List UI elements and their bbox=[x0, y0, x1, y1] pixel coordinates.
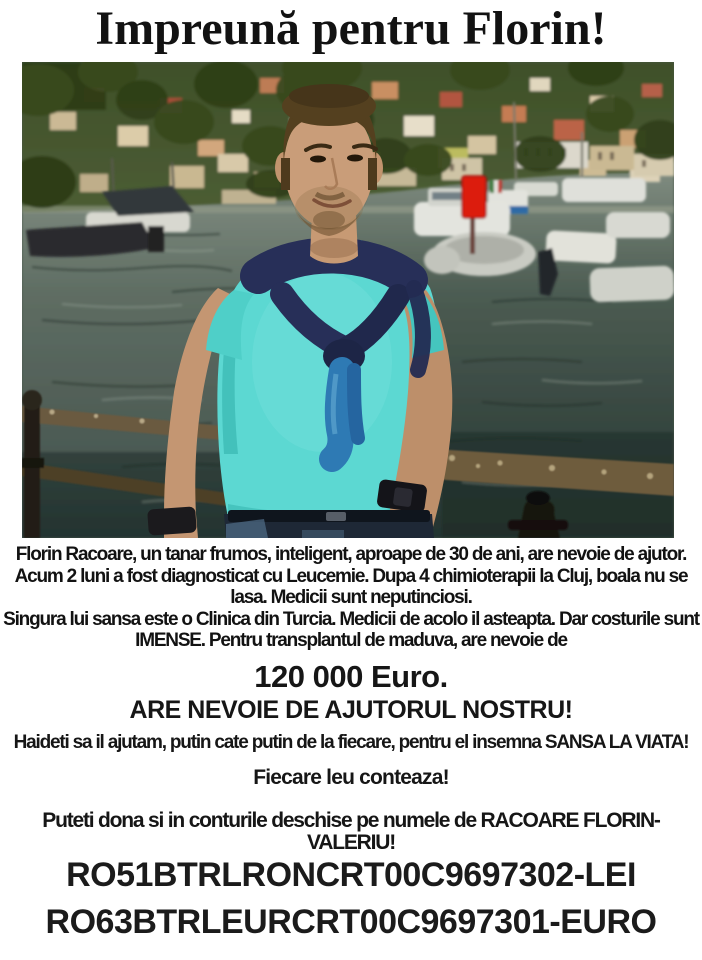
poster-copy bbox=[0, 544, 702, 941]
man-left-wristband bbox=[147, 506, 197, 535]
appeal-line: ARE NEVOIE DE AJUTORUL NOSTRU! bbox=[129, 695, 573, 724]
call-to-action: Haideti sa il ajutam, putin cate putin de la fiecare, pentru el insemna SANSA LA VIATA! bbox=[13, 731, 689, 753]
iban-euro: RO63BTRLEURCRT00C9697301-EURO bbox=[45, 903, 657, 941]
italian-flag-icon bbox=[490, 180, 502, 193]
lakeside-photo-illustration bbox=[22, 62, 674, 538]
situation-paragraph: Singura lui sansa este o Clinica din Turcia. Medicii de acolo il asteapta. Dar costurile sunt IMENSE. Pentru transplantul de maduva, are nevoie de bbox=[3, 608, 699, 651]
donation-info: Puteti dona si in conturile deschise pe numele de RACOARE FLORIN-VALERIU! bbox=[42, 809, 660, 854]
every-leu-line: Fiecare leu conteaza! bbox=[253, 766, 449, 789]
poster-title: Impreună pentru Florin! bbox=[95, 2, 607, 55]
intro-paragraph: Florin Racoare, un tanar frumos, inteligent, aproape de 30 de ani, are nevoie de ajutor. Acum 2 luni a fost diagnosticat cu Leucemie. Dupa 4 chimioterapii la Cluj, boala nu se lasa. Medicii sunt neputinciosi. bbox=[14, 544, 688, 608]
florin-photo bbox=[22, 62, 674, 538]
amount-needed: 120 000 Euro. bbox=[254, 658, 448, 694]
man-jeans bbox=[224, 510, 434, 538]
iban-lei: RO51BTRLRONCRT00C9697302-LEI bbox=[66, 856, 636, 894]
